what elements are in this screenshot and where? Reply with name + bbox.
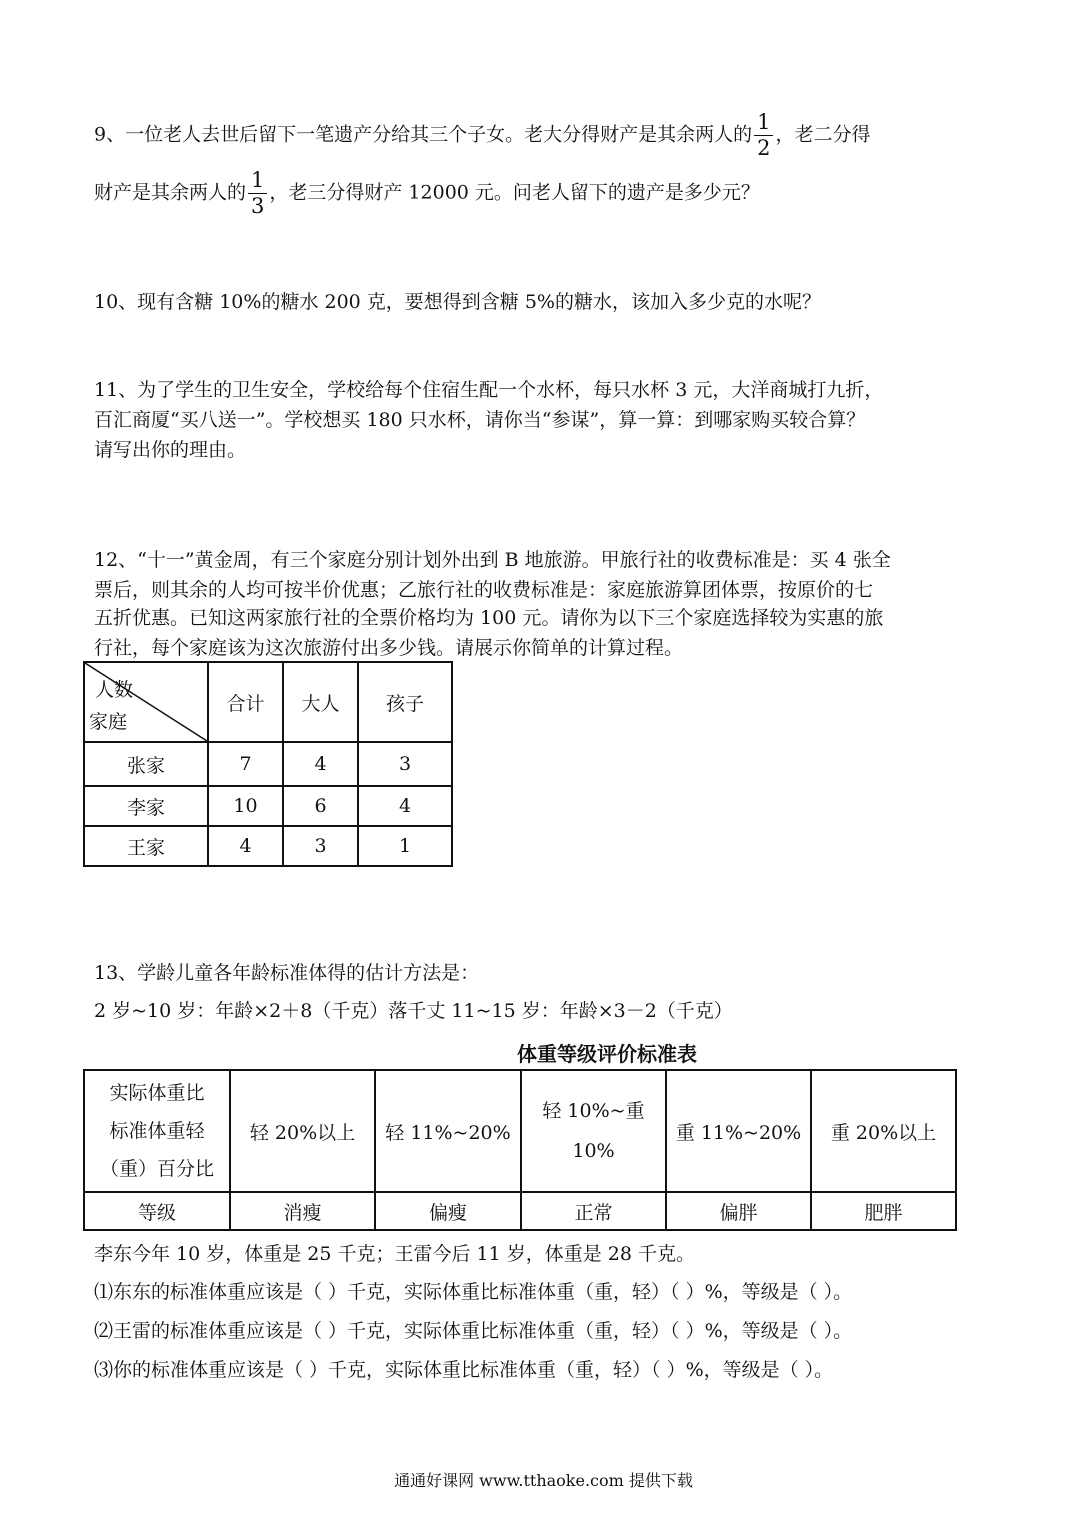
fraction-one-third: $\frac{1}{3}$ — [248, 170, 267, 217]
family-table — [83, 661, 453, 867]
q9-text-d: ，老三分得财产 12000 元。问老人留下的遗产是多少元？ — [269, 181, 760, 204]
weight-grade-table — [83, 1069, 957, 1231]
range-heavy-11-20: 重 11%~20% — [666, 1070, 811, 1192]
range-light-20-plus: 轻 20%以上 — [230, 1070, 375, 1192]
q11-line-3: 请写出你的理由。 — [94, 439, 247, 461]
q9-line-2 — [94, 170, 760, 217]
fraction-one-half: $\frac{1}{2}$ — [754, 112, 773, 159]
range-normal: 轻 10%~重 10% — [521, 1070, 666, 1192]
table-row: 张家 7 4 3 — [84, 742, 452, 786]
q9-text-b: ，老二分得 — [775, 123, 871, 146]
table-corner-cell — [84, 662, 208, 742]
weight-table-caption: 体重等级评价标准表 — [517, 1042, 697, 1066]
header-adults: 大人 — [283, 662, 358, 742]
q12-line-3: 五折优惠。已知这两家旅行社的全票价格均为 100 元。请你为以下三个家庭选择较为实惠的旅 — [94, 607, 884, 629]
q11-line-2: 百汇商厦“买八送一”。学校想买 180 只水杯，请你当“参谋”，算一算：到哪家购买较合算？ — [94, 409, 866, 431]
corner-label-family: 家庭 — [89, 711, 128, 733]
header-kids: 孩子 — [358, 662, 452, 742]
corner-label-people: 人数 — [95, 679, 134, 701]
row-head-grade: 等级 — [84, 1192, 230, 1230]
q12-line-1: 12、“十一”黄金周，有三个家庭分别计划外出到 B 地旅游。甲旅行社的收费标准是：买 4 张全 — [94, 549, 891, 571]
q12-line-4: 行社，每个家庭该为这次旅游付出多少钱。请展示你简单的计算过程。 — [94, 637, 684, 659]
q10-text: 10、现有含糖 10%的糖水 200 克，要想得到含糖 5%的糖水，该加入多少克的水呢？ — [94, 291, 821, 313]
page-footer: 通通好课网 www.tthaoke.com 提供下载 — [394, 1471, 693, 1490]
table-row: 王家 4 3 1 — [84, 826, 452, 866]
header-total: 合计 — [208, 662, 283, 742]
q13-sub-1: ⑴东东的标准体重应该是（ ）千克，实际体重比标准体重（重，轻）（ ）%，等级是（ ）。 — [94, 1281, 853, 1303]
range-heavy-20-plus: 重 20%以上 — [811, 1070, 956, 1192]
row-head-percentage: 实际体重比 标准体重轻 （重）百分比 — [84, 1070, 230, 1192]
q9-text-c: 财产是其余两人的 — [94, 181, 247, 204]
q9-text-a: 9、一位老人去世后留下一笔遗产分给其三个子女。老大分得财产是其余两人的 — [94, 123, 753, 146]
q12-line-2: 票后，则其余的人均可按半价优惠；乙旅行社的收费标准是：家庭旅游算团体票，按原价的七 — [94, 579, 874, 601]
q13-sub-3: ⑶你的标准体重应该是（ ）千克，实际体重比标准体重（重，轻）（ ）%，等级是（ ）。 — [94, 1359, 834, 1381]
table-row: 李家 10 6 4 — [84, 786, 452, 826]
q9-line-1 — [94, 112, 870, 159]
q13-formula: 2 岁~10 岁：年龄×2＋8（千克）落千丈 11~15 岁：年龄×3－2（千克） — [94, 1000, 733, 1022]
q11-line-1: 11、为了学生的卫生安全，学校给每个住宿生配一个水杯，每只水杯 3 元，大洋商城打九折， — [94, 379, 884, 401]
q13-title: 13、学龄儿童各年龄标准体得的估计方法是： — [94, 962, 480, 984]
grade-row: 等级 消瘦 偏瘦 正常 偏胖 肥胖 — [84, 1192, 956, 1230]
range-light-11-20: 轻 11%~20% — [375, 1070, 521, 1192]
q13-sub-2: ⑵王雷的标准体重应该是（ ）千克，实际体重比标准体重（重，轻）（ ）%，等级是（ ）。 — [94, 1320, 853, 1342]
q13-intro: 李东今年 10 岁，体重是 25 千克；王雷今后 11 岁，体重是 28 千克。 — [94, 1243, 696, 1265]
